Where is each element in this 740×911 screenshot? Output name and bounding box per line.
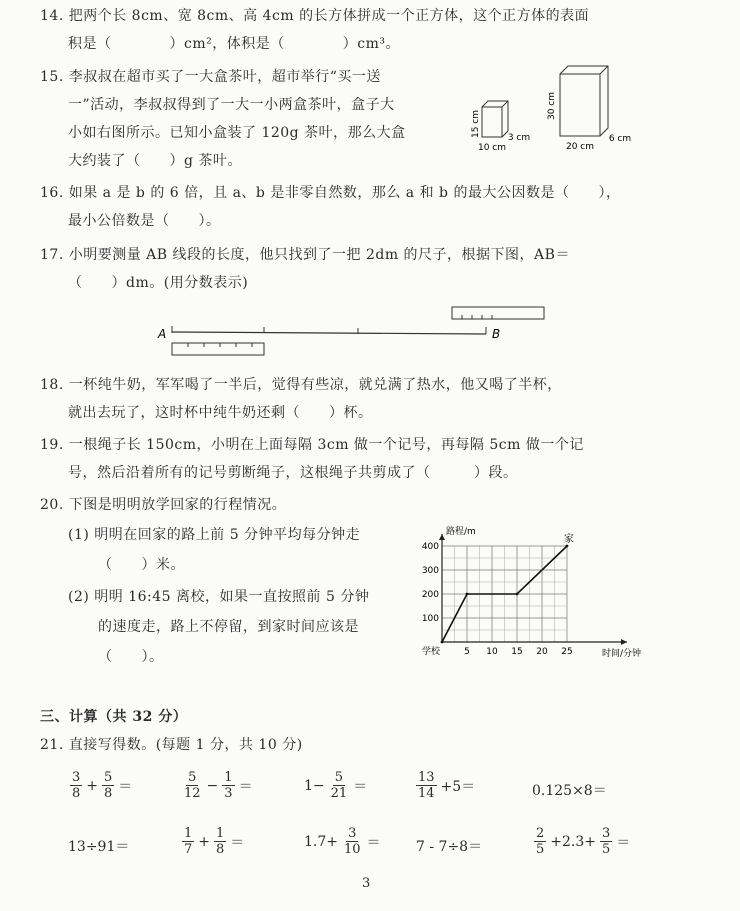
expr-r2c4: 7 - 7÷8＝ — [416, 839, 483, 855]
distance-time-chart — [420, 522, 660, 667]
expr-r2c3: 1.7+ $\frac{3}{10}$ ＝ — [304, 826, 381, 857]
x-tick-label: 10 — [486, 647, 498, 657]
y-axis-label: 路程/m — [446, 527, 476, 537]
x-tick-label: 5 — [464, 647, 470, 657]
series-point — [516, 593, 519, 596]
small-box-height: 15 cm — [471, 109, 481, 139]
home-label: 家 — [564, 534, 574, 545]
series-point — [566, 545, 569, 548]
expr-r1c4: $\frac{13}{14}$ +5＝ — [418, 770, 476, 801]
origin-label: 学校 — [422, 647, 441, 657]
q20-part1-line1: (1) 明明在回家的路上前 5 分钟平均每分钟走 — [68, 527, 361, 543]
section-3-heading: 三、计算（共 32 分） — [40, 709, 188, 725]
x-axis-label: 时间/分钟 — [602, 649, 642, 659]
q19-line1: 19. 一根绳子长 150cm，小明在上面每隔 3cm 做一个记号，再每隔 5cm 做一个记 — [40, 437, 584, 453]
expr-r2c2: $\frac{1}{7}$ + $\frac{1}{8}$ ＝ — [184, 826, 245, 857]
expr-r1c1: $\frac{3}{8}$ + $\frac{5}{8}$ ＝ — [72, 770, 133, 801]
expr-r2c1: 13÷91＝ — [68, 839, 130, 855]
x-tick-label: 15 — [511, 647, 523, 657]
small-box-width: 10 cm — [477, 143, 507, 153]
point-a-label: A — [158, 327, 167, 341]
chart-tick-labels — [422, 542, 573, 657]
x-tick-label: 25 — [561, 647, 573, 657]
y-tick-label: 400 — [421, 542, 439, 552]
q15-line3: 小如右图所示。已知小盒装了 120g 茶叶，那么大盒 — [68, 125, 406, 141]
series-point — [441, 641, 444, 644]
x-tick-label: 20 — [536, 647, 548, 657]
q20-line1: 20. 下图是明明放学回家的行程情况。 — [40, 497, 287, 513]
ruler-bottom — [172, 343, 264, 355]
ruler-top — [452, 307, 544, 319]
page-number: 3 — [362, 876, 371, 891]
q17-line1: 17. 小明要测量 AB 线段的长度，他只找到了一把 2dm 的尺子，根据下图，AB＝ — [40, 247, 570, 263]
x-axis-arrow — [621, 639, 627, 645]
segment-ruler-figure — [150, 300, 570, 365]
expr-r1c3: 1− $\frac{5}{21}$ ＝ — [304, 770, 368, 801]
y-tick-label: 200 — [421, 590, 439, 600]
big-box-width: 20 cm — [565, 142, 595, 152]
y-tick-label: 300 — [421, 566, 439, 576]
q20-part2-line2: 的速度走，路上不停留，到家时间应该是 — [98, 619, 359, 635]
expr-r1c2: $\frac{5}{12}$ − $\frac{1}{3}$ ＝ — [184, 770, 253, 801]
q20-part1-line2: （ ）米。 — [98, 557, 185, 573]
big-box-depth: 6 cm — [608, 134, 632, 144]
y-axis-arrow — [439, 534, 445, 540]
q15-line1: 15. 李叔叔在超市买了一大盒茶叶，超市举行“买一送 — [40, 69, 381, 85]
q21-title: 21. 直接写得数。(每题 1 分，共 10 分) — [40, 737, 303, 753]
tea-boxes-figure — [460, 62, 650, 157]
y-tick-label: 100 — [421, 614, 439, 624]
q20-part2-line3: （ ）。 — [98, 649, 164, 665]
q16-line1: 16. 如果 a 是 b 的 6 倍，且 a、b 是非零自然数，那么 a 和 b 的最大公因数是（ ）， — [40, 185, 621, 201]
q16-line2: 最小公倍数是（ ）。 — [68, 213, 221, 229]
expr-r1c5: 0.125×8＝ — [532, 783, 607, 799]
q18-line2: 就出去玩了，这时杯中纯牛奶还剩（ ）杯。 — [68, 405, 373, 421]
q15-line4: 大约装了（ ）g 茶叶。 — [68, 153, 242, 169]
q14-line2: 积是（ ）cm²，体积是（ ）cm³。 — [68, 36, 400, 52]
small-box — [482, 101, 508, 137]
q14-line1: 14. 把两个长 8cm、宽 8cm、高 4cm 的长方体拼成一个正方体，这个正方体的表面 — [40, 8, 590, 24]
q20-part2-line1: (2) 明明 16:45 离校，如果一直按照前 5 分钟 — [68, 589, 370, 605]
expr-r2c5: $\frac{2}{5}$ +2.3+ $\frac{3}{5}$ ＝ — [536, 826, 631, 857]
q19-line2: 号，然后沿着所有的记号剪断绳子，这根绳子共剪成了（ ）段。 — [68, 465, 518, 481]
big-box — [560, 66, 608, 136]
small-box-depth: 3 cm — [507, 133, 531, 143]
q15-line2: 一”活动，李叔叔得到了一大一小两盒茶叶，盒子大 — [68, 97, 395, 113]
big-box-height: 30 cm — [547, 91, 557, 121]
point-b-label: B — [492, 327, 501, 341]
q17-line2: （ ）dm。(用分数表示) — [68, 275, 249, 291]
q18-line1: 18. 一杯纯牛奶，军军喝了一半后，觉得有些凉，就兑满了热水，他又喝了半杯， — [40, 377, 562, 393]
series-point — [466, 593, 469, 596]
segment-ab — [172, 332, 486, 334]
